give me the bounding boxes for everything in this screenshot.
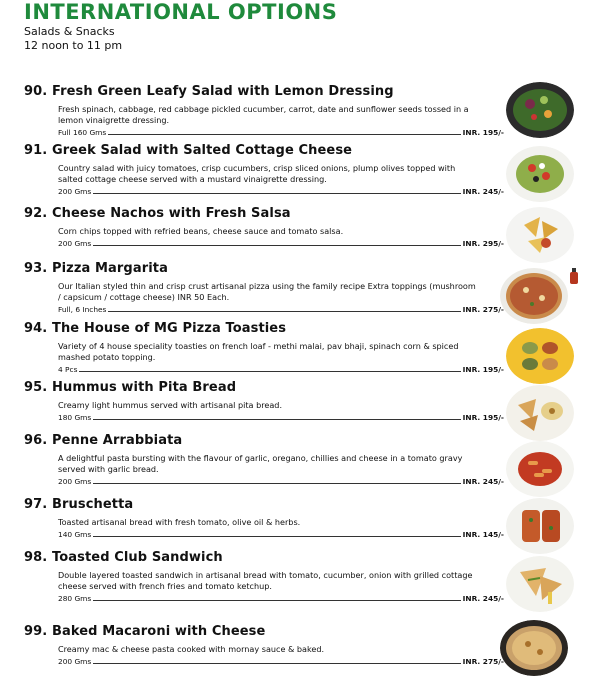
item-portion: 4 Pcs <box>58 365 78 374</box>
item-title <box>24 380 499 396</box>
item-name: Pizza Margarita <box>51 261 168 276</box>
item-number: 91. <box>24 143 48 158</box>
price-row <box>58 413 504 422</box>
item-name: Cheese Nachos with Fresh Salsa <box>51 206 291 221</box>
item-name: Toasted Club Sandwich <box>51 550 223 565</box>
item-name: The House of MG Pizza Toasties <box>51 321 287 336</box>
item-portion: 200 Gms <box>58 657 92 666</box>
page-title: INTERNATIONAL OPTIONS <box>24 0 338 24</box>
item-description: Corn chips topped with refried beans, cheese sauce and tomato salsa. <box>58 226 344 236</box>
item-name: Bruschetta <box>51 497 134 512</box>
nachos-photo <box>506 207 574 263</box>
item-price: INR. 295/- <box>462 239 504 248</box>
macaroni-photo <box>500 620 568 676</box>
menu-item-93 <box>24 261 504 314</box>
item-description: Creamy mac & cheese pasta cooked with mornay sauce & baked. <box>58 644 325 654</box>
sauce-bottle-icon <box>570 268 578 284</box>
item-price: INR. 275/- <box>462 657 504 666</box>
bruschetta-photo <box>506 498 574 554</box>
price-row <box>58 187 504 196</box>
item-portion: Full, 6 Inches <box>58 305 107 314</box>
item-number: 94. <box>24 321 48 336</box>
item-portion: 180 Gms <box>58 413 92 422</box>
dotted-leader <box>93 483 460 484</box>
sandwich-photo <box>506 556 574 612</box>
item-title <box>24 321 499 337</box>
item-name: Greek Salad with Salted Cottage Cheese <box>51 143 353 158</box>
menu-item-97 <box>24 497 504 539</box>
item-title <box>24 433 499 449</box>
item-price: INR. 245/- <box>462 594 504 603</box>
item-number: 95. <box>24 380 48 395</box>
item-name: Penne Arrabbiata <box>51 433 183 448</box>
item-description: A delightful pasta bursting with the flavour of garlic, oregano, chillies and cheese in a tomato gravy served with garlic bread. <box>58 453 463 474</box>
menu-item-91 <box>24 143 504 196</box>
price-row <box>58 477 504 486</box>
pizza-photo <box>500 268 568 324</box>
dotted-leader <box>108 311 460 312</box>
item-description: Variety of 4 house speciality toasties on french loaf - methi malai, pav bhaji, spinach corn & spiced mashed potato topping. <box>58 341 459 362</box>
price-row <box>58 305 504 314</box>
hummus-photo <box>506 385 574 441</box>
menu-item-92 <box>24 206 504 248</box>
item-price: INR. 275/- <box>462 305 504 314</box>
dotted-leader <box>93 245 460 246</box>
item-number: 96. <box>24 433 48 448</box>
item-description: Fresh spinach, cabbage, red cabbage pickled cucumber, carrot, date and sunflower seeds tossed in a lemon vinaigrette dressing. <box>58 104 469 125</box>
item-title <box>24 550 499 566</box>
greek-salad-photo <box>506 146 574 202</box>
dotted-leader <box>93 663 460 664</box>
item-number: 97. <box>24 497 48 512</box>
item-name: Hummus with Pita Bread <box>51 380 237 395</box>
dotted-leader <box>79 371 460 372</box>
item-title <box>24 84 499 100</box>
item-portion: 140 Gms <box>58 530 92 539</box>
item-number: 92. <box>24 206 48 221</box>
menu-header <box>24 0 337 53</box>
item-portion: 200 Gms <box>58 477 92 486</box>
price-row <box>58 239 504 248</box>
item-name: Baked Macaroni with Cheese <box>51 624 266 639</box>
item-portion: 200 Gms <box>58 239 92 248</box>
item-price: INR. 245/- <box>462 477 504 486</box>
item-price: INR. 195/- <box>462 128 504 137</box>
dotted-leader <box>93 193 460 194</box>
item-number: 90. <box>24 84 48 99</box>
item-description: Our Italian styled thin and crisp crust artisanal pizza using the family recipe Extra toppings (mushroom / capsicum / cottage cheese) INR 50 Each. <box>58 281 476 302</box>
item-description: Toasted artisanal bread with fresh tomato, olive oil & herbs. <box>58 517 301 527</box>
price-row <box>58 657 504 666</box>
item-number: 93. <box>24 261 48 276</box>
item-price: INR. 245/- <box>462 187 504 196</box>
item-title <box>24 624 499 640</box>
penne-photo <box>506 441 574 497</box>
item-number: 99. <box>24 624 48 639</box>
menu-item-96 <box>24 433 504 486</box>
price-row <box>58 530 504 539</box>
item-title <box>24 261 499 277</box>
item-price: INR. 145/- <box>462 530 504 539</box>
service-hours: 12 noon to 11 pm <box>24 39 123 52</box>
menu-item-90 <box>24 84 504 137</box>
menu-item-95 <box>24 380 504 422</box>
item-price: INR. 195/- <box>462 413 504 422</box>
menu-item-99 <box>24 624 504 666</box>
item-title <box>24 143 499 159</box>
item-description: Double layered toasted sandwich in artisanal bread with tomato, cucumber, onion with grilled cottage cheese served with french fries and tomato ketchup. <box>58 570 473 591</box>
item-portion: 280 Gms <box>58 594 92 603</box>
item-price: INR. 195/- <box>462 365 504 374</box>
section-subtitle: Salads & Snacks <box>24 25 115 38</box>
dotted-leader <box>93 419 460 420</box>
price-row <box>58 594 504 603</box>
item-name: Fresh Green Leafy Salad with Lemon Dressing <box>51 84 394 99</box>
green-salad-photo <box>506 82 574 138</box>
item-title <box>24 497 499 513</box>
item-description: Country salad with juicy tomatoes, crisp cucumbers, crisp sliced onions, plump olives topped with salted cottage cheese served with a mustard vinaigrette dressing. <box>58 163 456 184</box>
item-title <box>24 206 499 222</box>
item-portion: Full 160 Gms <box>58 128 107 137</box>
dotted-leader <box>93 536 460 537</box>
item-number: 98. <box>24 550 48 565</box>
menu-item-94 <box>24 321 504 374</box>
dotted-leader <box>93 600 460 601</box>
dotted-leader <box>108 134 460 135</box>
item-description: Creamy light hummus served with artisanal pita bread. <box>58 400 283 410</box>
item-portion: 200 Gms <box>58 187 92 196</box>
price-row <box>58 128 504 137</box>
toasties-photo <box>506 328 574 384</box>
price-row <box>58 365 504 374</box>
menu-item-98 <box>24 550 504 603</box>
